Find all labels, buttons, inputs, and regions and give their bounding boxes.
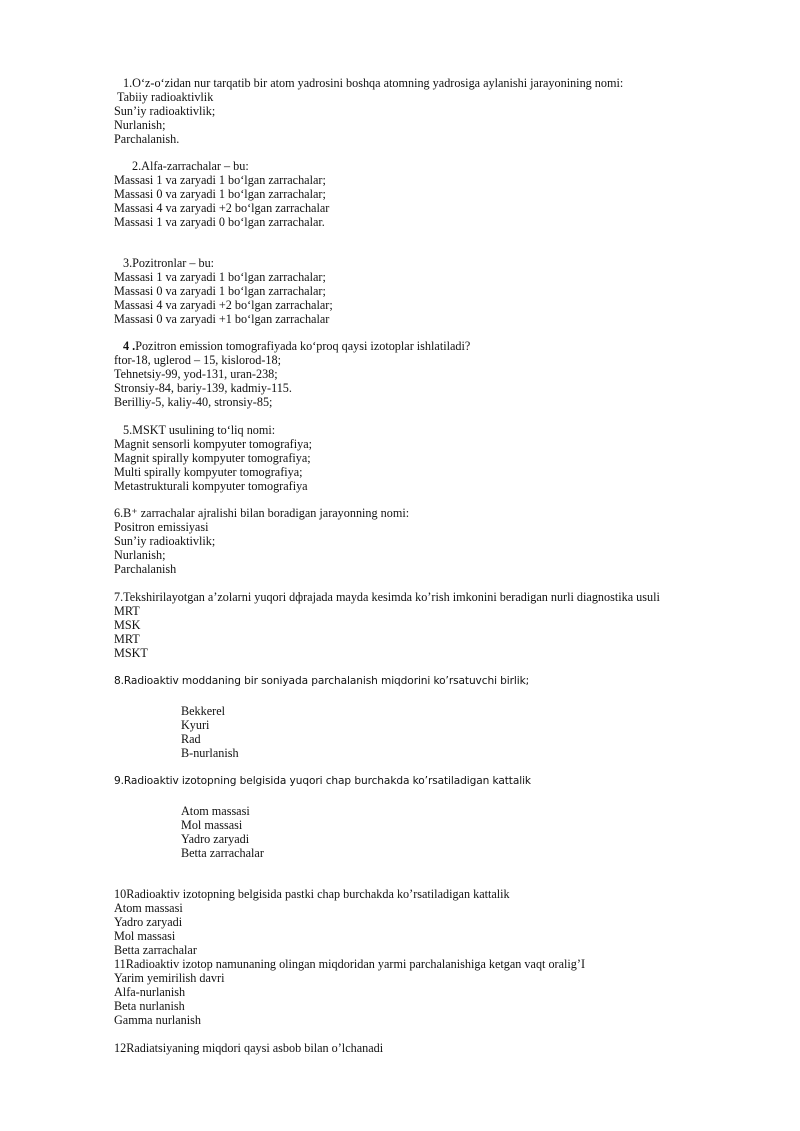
q2-option-d: Massasi 1 va zaryadi 0 boʻlgan zarrachalar. <box>114 215 325 229</box>
q1-option-d: Parchalanish. <box>114 132 180 146</box>
q2-option-b: Massasi 0 va zaryadi 1 boʻlgan zarrachalar; <box>114 187 326 201</box>
q3-option-c: Massasi 4 va zaryadi +2 boʻlgan zarrachalar; <box>114 298 333 312</box>
q9-option-b: Mol massasi <box>181 818 243 832</box>
q8-option-a: Bekkerel <box>181 704 225 718</box>
question-4 <box>123 339 470 353</box>
q11-option-d: Gamma nurlanish <box>114 1013 201 1027</box>
question-6: 6.B⁺ zarrachalar ajralishi bilan boradigan jarayonning nomi: <box>114 506 410 520</box>
q6-option-d: Parchalanish <box>114 562 177 576</box>
q5-option-a: Magnit sensorli kompyuter tomografiya; <box>114 437 313 451</box>
question-10: 10Radioaktiv izotopning belgisida pastki chap burchakda ko’rsatiladigan kattalik <box>114 887 510 901</box>
q7-option-a: MRT <box>114 604 140 618</box>
q11-option-c: Beta nurlanish <box>114 999 185 1013</box>
question-12: 12Radiatsiyaning miqdori qaysi asbob bilan o’lchanadi <box>114 1041 384 1055</box>
q4-option-b: Tehnetsiy-99, yod-131, uran-238; <box>114 367 278 381</box>
q1-option-b: Sun’iy radioaktivlik; <box>114 104 216 118</box>
q2-option-a: Massasi 1 va zaryadi 1 boʻlgan zarrachalar; <box>114 173 326 187</box>
q7-option-c: MRT <box>114 632 140 646</box>
question-1: 1.Oʻz-oʻzidan nur tarqatib bir atom yadrosini boshqa atomning yadrosiga aylanishi jarayonining nomi: <box>123 76 624 90</box>
q3-option-d: Massasi 0 va zaryadi +1 boʻlgan zarrachalar <box>114 312 330 326</box>
question-5: 5.MSKT usulining toʻliq nomi: <box>123 423 276 437</box>
q4-option-d: Berilliy-5, kaliy-40, stronsiy-85; <box>114 395 273 409</box>
q5-option-c: Multi spirally kompyuter tomografiya; <box>114 465 303 479</box>
q6-option-a: Positron emissiyasi <box>114 520 209 534</box>
q3-option-a: Massasi 1 va zaryadi 1 boʻlgan zarrachalar; <box>114 270 326 284</box>
q4-option-c: Stronsiy-84, bariy-139, kadmiy-115. <box>114 381 292 395</box>
q8-option-b: Kyuri <box>181 718 210 732</box>
q11-option-a: Yarim yemirilish davri <box>114 971 225 985</box>
q10-option-c: Mol massasi <box>114 929 176 943</box>
q2-option-c: Massasi 4 va zaryadi +2 boʻlgan zarrachalar <box>114 201 330 215</box>
q9-option-d: Betta zarrachalar <box>181 846 264 860</box>
q6-option-c: Nurlanish; <box>114 548 166 562</box>
q7-option-d: MSKT <box>114 646 148 660</box>
q10-option-b: Yadro zaryadi <box>114 915 183 929</box>
question-2: 2.Alfa-zarrachalar – bu: <box>132 159 249 173</box>
q5-option-b: Magnit spirally kompyuter tomografiya; <box>114 451 311 465</box>
q9-option-a: Atom massasi <box>181 804 250 818</box>
q10-option-d: Betta zarrachalar <box>114 943 197 957</box>
question-4-number: 4 . <box>123 339 136 353</box>
q6-option-b: Sun’iy radioaktivlik; <box>114 534 216 548</box>
q10-option-a: Atom massasi <box>114 901 183 915</box>
q3-option-b: Massasi 0 va zaryadi 1 boʻlgan zarrachalar; <box>114 284 326 298</box>
q1-option-c: Nurlanish; <box>114 118 166 132</box>
q8-option-d: B-nurlanish <box>181 746 239 760</box>
q7-option-b: MSK <box>114 618 141 632</box>
q5-option-d: Metastrukturali kompyuter tomografiya <box>114 479 308 493</box>
q1-option-a: Tabiiy radioaktivlik <box>117 90 214 104</box>
q8-option-c: Rad <box>181 732 201 746</box>
question-8: 8.Radioaktiv moddaning bir soniyada parchalanish miqdorini ko’rsatuvchi birlik; <box>114 675 530 687</box>
question-7: 7.Tekshirilayotgan a’zolarni yuqori dфrajada mayda kesimda ko’rish imkonini beradigan nurli diagnostika usuli <box>114 590 660 604</box>
question-3: 3.Pozitronlar – bu: <box>123 256 215 270</box>
question-9: 9.Radioaktiv izotopning belgisida yuqori chap burchakda ko’rsatiladigan kattalik <box>114 775 531 787</box>
question-4-text: Pozitron emission tomografiyada koʻproq qaysi izotoplar ishlatiladi? <box>135 339 471 353</box>
question-11: 11Radioaktiv izotop namunaning olingan miqdoridan yarmi parchalanishiga ketgan vaqt oralig’I <box>114 957 586 971</box>
q4-option-a: ftor-18, uglerod – 15, kislorod-18; <box>114 353 281 367</box>
q9-option-c: Yadro zaryadi <box>181 832 250 846</box>
q11-option-b: Alfa-nurlanish <box>114 985 186 999</box>
